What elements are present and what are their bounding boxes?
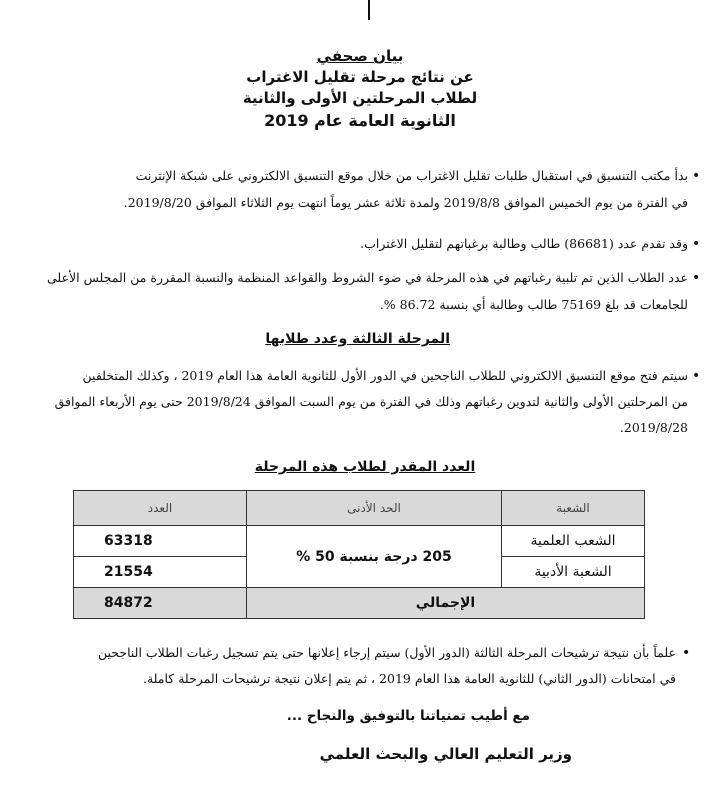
paragraph-line: علماً بأن نتيجة ترشيحات المرحلة الثالثة (الدور الأول) سيتم إرجاء إعلانها حتى يتم تسجيل رغبات الطلاب الناجحين xyxy=(98,645,676,660)
paragraph-line: بدأ مكتب التنسيق في استقبال طلبات تقليل الاغتراب من خلال موقع التنسيق الالكتروني على شبكة الإنترنت xyxy=(135,168,688,183)
paragraph-line: في الفترة من يوم الخميس الموافق 2019/8/8 ولمدة ثلاثة عشر يوماً انتهت يوم الثلاثاء الموافق 2019/8/20. xyxy=(123,195,688,210)
header-count: العدد xyxy=(74,491,247,526)
closing-wishes: مع أطيب تمنياتنا بالتوفيق والنجاح ... xyxy=(286,708,530,724)
paragraph-line: وقد تقدم عدد (86681) طالب وطالبة برغباتهم لتقليل الاغتراب. xyxy=(360,236,688,251)
bullet-icon: • xyxy=(692,270,701,286)
table-title: العدد المقدر لطلاب هذه المرحلة xyxy=(254,459,476,475)
bullet-icon: • xyxy=(692,236,701,252)
table-total-row xyxy=(74,588,645,619)
min-score-cell: 205 درجة بنسبة 50 % xyxy=(247,526,502,588)
paragraph-line: عدد الطلاب الذين تم تلبية رغباتهم في هذه المرحلة في ضوء الشروط والقواعد المنظمة والنسبة المقررة من المجلس الأعلى xyxy=(47,270,688,285)
paragraph-third-stage xyxy=(28,366,688,438)
paragraph-applicants-count xyxy=(28,234,688,254)
paragraph-line: من المرحلتين الأولى والثانية لتدوين رغباتهم وذلك في الفترة من يوم السبت الموافق 2019/8/24 حتى يوم الأربعاء الموافق xyxy=(54,394,688,409)
paragraph-accepted-count xyxy=(28,268,688,315)
section-title: المرحلة الثالثة وعدد طلابها xyxy=(265,331,450,347)
table-row xyxy=(74,526,645,557)
paragraph-line: 2019/8/28. xyxy=(619,420,688,435)
doc-subtitle-line-1: عن نتائج مرحلة تقليل الاغتراب xyxy=(246,68,474,86)
branch-cell: الشعب العلمية xyxy=(502,526,645,557)
bullet-icon: • xyxy=(692,368,701,384)
paragraph-line: في امتحانات (الدور الثاني) للثانوية العامة هذا العام 2019 ، ثم يتم إعلان نتيجة ترشيحات المرحلة كاملة. xyxy=(142,671,676,686)
bullet-icon: • xyxy=(682,645,691,661)
header-branch: الشعبة xyxy=(502,491,645,526)
paragraph-application-period xyxy=(28,166,688,213)
paragraph-results-note xyxy=(40,643,676,689)
branch-cell: الشعبة الأدبية xyxy=(502,557,645,588)
total-label: الإجمالي xyxy=(247,588,645,619)
doc-subtitle-line-2: لطلاب المرحلتين الأولى والثانية xyxy=(242,89,478,107)
count-cell: 21554 xyxy=(74,557,247,588)
students-table xyxy=(73,490,645,619)
total-count: 84872 xyxy=(74,588,247,619)
bullet-icon: • xyxy=(692,168,701,184)
doc-subtitle-line-3: الثانوية العامة عام 2019 xyxy=(264,111,456,130)
doc-title: بيان صحفي xyxy=(316,47,404,65)
paragraph-line: سيتم فتح موقع التنسيق الالكتروني للطلاب الناجحين في الدور الأول للثانوية العامة هذا العام 2019 ، وكذلك المتخلفين xyxy=(82,368,688,383)
signature: وزير التعليم العالي والبحث العلمي xyxy=(319,745,572,763)
count-cell: 63318 xyxy=(74,526,247,557)
header-min: الحد الأدنى xyxy=(247,491,502,526)
top-divider-line xyxy=(368,0,370,20)
table-header-row xyxy=(74,491,645,526)
paragraph-line: للجامعات قد بلغ 75169 طالب وطالبة أي بنسبة 86.72 %. xyxy=(379,297,688,312)
